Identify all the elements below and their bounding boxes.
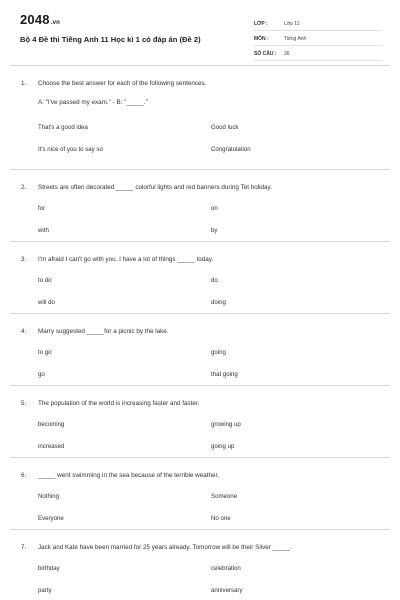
meta-row-subject	[254, 31, 382, 46]
answer-option[interactable]: growing up	[211, 421, 241, 428]
question-number: 3.	[21, 256, 27, 263]
question-number: 5.	[21, 400, 27, 407]
meta-key: LỚP :	[254, 21, 268, 27]
question-text: The population of the world is increasing faster and faster.	[38, 400, 200, 407]
question-item	[10, 314, 390, 386]
answer-option[interactable]: to do	[38, 277, 52, 284]
answer-option[interactable]: going	[211, 349, 226, 356]
question-item	[10, 170, 390, 242]
answer-option[interactable]: by	[211, 227, 218, 234]
answer-option[interactable]: celebration	[211, 565, 241, 572]
question-item	[10, 530, 390, 600]
meta-row-count	[254, 46, 382, 61]
question-text: Marry suggested _____for a picnic by the lake.	[38, 328, 169, 335]
exam-page	[10, 8, 390, 600]
answer-option[interactable]: to go	[38, 349, 52, 356]
question-prompt: A: "I've passed my exam." - B: "_____."	[38, 99, 148, 106]
answer-option[interactable]: do	[211, 277, 218, 284]
meta-info	[254, 16, 382, 61]
meta-row-class	[254, 16, 382, 31]
meta-value: Lớp 11	[284, 21, 300, 27]
document-title: Bộ 4 Đề thi Tiếng Anh 11 Học kì 1 có đáp án (Đề 2)	[20, 35, 201, 44]
question-number: 4.	[21, 328, 27, 335]
answer-option[interactable]: anniversary	[211, 587, 243, 594]
meta-key: MÔN :	[254, 36, 269, 42]
page-header	[10, 8, 390, 66]
answer-option[interactable]: Someone	[211, 493, 238, 500]
answer-option[interactable]: Nothing	[38, 493, 60, 500]
question-text: I'm afraid I can't go with you. I have a lot of things _____ today.	[38, 256, 214, 263]
question-number: 6.	[21, 472, 27, 479]
answer-option[interactable]: Good luck	[211, 124, 239, 131]
question-item	[10, 386, 390, 458]
answer-option[interactable]: go	[38, 371, 45, 378]
answer-option[interactable]: on	[211, 205, 218, 212]
question-text: Jack and Kate have been married for 25 years already. Tomorrow will be their Silver _____.	[38, 544, 292, 551]
site-logo[interactable]	[20, 12, 60, 27]
answer-option[interactable]: increased	[38, 443, 65, 450]
answer-option[interactable]: Everyone	[38, 515, 64, 522]
question-item	[10, 242, 390, 314]
answer-option[interactable]: birthday	[38, 565, 60, 572]
question-item	[10, 66, 390, 170]
answer-option[interactable]: That's a good idea	[38, 124, 88, 131]
answer-option[interactable]: going up	[211, 443, 235, 450]
answer-option[interactable]: will do	[38, 299, 55, 306]
meta-key: SỐ CÂU :	[254, 51, 277, 57]
meta-value: 36	[284, 51, 290, 57]
question-list	[10, 66, 390, 600]
question-text: Streets are often decorated _____ colorful lights and red banners during Tet holiday.	[38, 184, 272, 191]
logo-suffix: .vn	[50, 20, 61, 26]
answer-option[interactable]: party	[38, 587, 52, 594]
answer-option[interactable]: Congratulation	[211, 146, 251, 153]
question-text: _____ went swimming in the sea because of the terrible weather.	[38, 472, 219, 479]
question-item	[10, 458, 390, 530]
answer-option[interactable]: that going	[211, 371, 238, 378]
meta-value: Tiếng Anh	[284, 36, 307, 42]
question-number: 1.	[21, 80, 27, 87]
answer-option[interactable]: for	[38, 205, 46, 212]
answer-option[interactable]: It's nice of you to say so	[38, 146, 103, 153]
answer-option[interactable]: doing	[211, 299, 226, 306]
question-number: 2.	[21, 184, 27, 191]
answer-option[interactable]: No one	[211, 515, 231, 522]
question-number: 7.	[21, 544, 27, 551]
question-text: Choose the best answer for each of the following sentences.	[38, 80, 207, 87]
answer-option[interactable]: with	[38, 227, 49, 234]
answer-option[interactable]: becoming	[38, 421, 65, 428]
logo-text: 2048	[20, 12, 50, 27]
